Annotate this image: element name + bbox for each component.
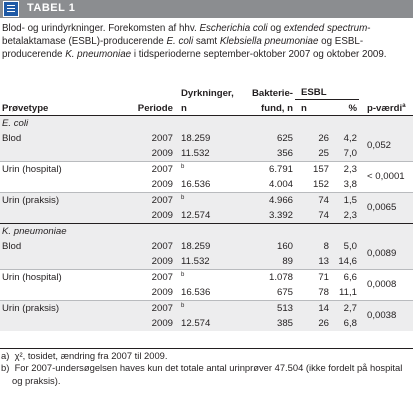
table-row (0, 177, 413, 193)
period-cell: 2009 (110, 146, 175, 162)
organism-row (0, 224, 413, 240)
pvalue-cell: 0,0089 (359, 239, 413, 270)
table-row (0, 316, 413, 331)
table-row (0, 301, 413, 317)
sample-type: Urin (praksis) (0, 301, 110, 317)
table-row (0, 270, 413, 286)
dyrkninger-cell (175, 270, 237, 286)
organism-row (0, 116, 413, 132)
bakteriefund-cell: 385 (237, 316, 295, 331)
dyrkninger-cell (175, 239, 237, 254)
empty-cell (0, 177, 110, 193)
footnotes (0, 350, 413, 387)
sample-type: Urin (hospital) (0, 162, 110, 178)
esbl-n-cell: 152 (295, 177, 331, 193)
empty-cell (0, 285, 110, 301)
bakteriefund-cell: 356 (237, 146, 295, 162)
col-pvalue (359, 100, 413, 116)
pvalue-cell: 0,0038 (359, 301, 413, 332)
table-row (0, 162, 413, 178)
dyrkninger-cell (175, 285, 237, 301)
period-cell: 2009 (110, 254, 175, 270)
pvalue-cell: 0,0065 (359, 193, 413, 224)
table-icon (3, 1, 19, 17)
esbl-n-cell: 74 (295, 208, 331, 224)
sample-type: Urin (hospital) (0, 270, 110, 286)
table-header-bar (0, 0, 413, 18)
empty-cell (0, 146, 110, 162)
footnote-ref: b (181, 271, 185, 278)
esbl-n-cell: 26 (295, 131, 331, 146)
esbl-pct-cell: 14,6 (331, 254, 359, 270)
pvalue-cell: 0,0008 (359, 270, 413, 301)
header-row-2 (0, 100, 413, 116)
footnote-b-cont: og praksis). (12, 374, 61, 386)
period-cell: 2009 (110, 177, 175, 193)
dyrkninger-cell (175, 193, 237, 209)
esbl-pct-cell: 6,6 (331, 270, 359, 286)
period-cell: 2007 (110, 162, 175, 178)
dyrkninger-value: 16.536 (181, 286, 211, 298)
dyrkninger-cell (175, 177, 237, 193)
pvalue-label: p-værdi (367, 103, 403, 115)
bakteriefund-cell: 675 (237, 285, 295, 301)
col-esbl-n: n (295, 100, 331, 116)
esbl-n-cell: 26 (295, 316, 331, 331)
esbl-n-cell: 71 (295, 270, 331, 286)
footnote-label: a) (1, 350, 10, 361)
dyrkninger-value: 11.532 (181, 147, 210, 159)
esbl-pct-cell: 4,2 (331, 131, 359, 146)
table-row (0, 208, 413, 224)
bakteriefund-cell: 1.078 (237, 270, 295, 286)
empty-cell (0, 208, 110, 224)
esbl-n-cell: 74 (295, 193, 331, 209)
table-row (0, 285, 413, 301)
table-title: TABEL 1 (27, 2, 76, 14)
sample-type: Blod (0, 131, 110, 146)
col-dyrkninger-n: n (175, 100, 237, 116)
esbl-n-cell: 25 (295, 146, 331, 162)
bakteriefund-cell: 513 (237, 301, 295, 317)
caption-text: -betalaktamase (ESBL)-producerende (2, 23, 371, 48)
period-cell: 2007 (110, 239, 175, 254)
bakteriefund-cell: 4.966 (237, 193, 295, 209)
period-cell: 2007 (110, 301, 175, 317)
esbl-pct-cell: 6,8 (331, 316, 359, 331)
esbl-n-cell: 157 (295, 162, 331, 178)
caption-text: og ESBL-producerende (2, 36, 364, 61)
footnote-ref: b (181, 194, 185, 201)
footnote-a (0, 350, 413, 362)
esbl-n-cell: 78 (295, 285, 331, 301)
esbl-pct-cell: 2,7 (331, 301, 359, 317)
pvalue-cell: 0,052 (359, 131, 413, 162)
caption-text: extended spectrum (283, 23, 368, 34)
footnote-text: For 2007-undersøgelsen haves kun det totale antal urinprøver 47.504 (ikke fordelt på hospital (14, 362, 403, 374)
period-cell: 2007 (110, 131, 175, 146)
col-bakterie: Bakterie- (251, 87, 293, 99)
col-dyrkninger: Dyrkninger, (181, 87, 234, 99)
footnote-label: b) (1, 362, 10, 374)
sample-type: Urin (praksis) (0, 193, 110, 209)
period-cell: 2009 (110, 285, 175, 301)
period-cell: 2007 (110, 270, 175, 286)
esbl-pct-cell: 7,0 (331, 146, 359, 162)
dyrkninger-cell (175, 131, 237, 146)
caption-text: samt (193, 36, 220, 48)
col-provetype: Prøvetype (0, 100, 110, 116)
header-row-1 (0, 84, 413, 100)
caption-text: i tidsperioderne september-oktober 2007 og oktober 2009. (131, 49, 387, 61)
organism-label: E. coli (0, 116, 413, 132)
bakteriefund-cell: 6.791 (237, 162, 295, 178)
dyrkninger-value: 18.259 (181, 240, 211, 252)
col-esbl-pct: % (331, 100, 359, 116)
pvalue-cell: < 0,0001 (359, 162, 413, 193)
table-row (0, 131, 413, 146)
dyrkninger-cell (175, 254, 237, 270)
esbl-pct-cell: 2,3 (331, 208, 359, 224)
table-caption (0, 18, 413, 61)
caption-text: og (267, 23, 284, 34)
table-row (0, 239, 413, 254)
esbl-n-cell: 13 (295, 254, 331, 270)
esbl-pct-cell: 3,8 (331, 177, 359, 193)
data-table (0, 84, 413, 331)
dyrkninger-cell (175, 146, 237, 162)
col-bakterie-fund: fund, n (237, 100, 295, 116)
bakteriefund-cell: 160 (237, 239, 295, 254)
dyrkninger-cell (175, 316, 237, 331)
esbl-n-cell: 14 (295, 301, 331, 317)
esbl-n-cell: 8 (295, 239, 331, 254)
dyrkninger-value: 18.259 (181, 132, 211, 144)
footnote-b (0, 362, 413, 374)
footnote-ref: b (181, 163, 185, 170)
caption-text: E. coli (166, 36, 194, 48)
table-row (0, 146, 413, 162)
bakteriefund-cell: 4.004 (237, 177, 295, 193)
footnote-text: χ², tosidet, ændring fra 2007 til 2009. (14, 350, 168, 361)
empty-cell (0, 316, 110, 331)
dyrkninger-value: 12.574 (181, 209, 211, 221)
organism-label: K. pneumoniae (0, 224, 413, 240)
footnote-rule (0, 348, 413, 349)
pvalue-sup: a (402, 103, 406, 110)
caption-text: Blod- og urindyrkninger. Forekomsten af hhv. (2, 23, 200, 34)
bakteriefund-cell: 625 (237, 131, 295, 146)
table-row (0, 254, 413, 270)
dyrkninger-cell (175, 162, 237, 178)
dyrkninger-value: 11.532 (181, 255, 210, 267)
col-esbl: ESBL (295, 84, 359, 100)
esbl-pct-cell: 5,0 (331, 239, 359, 254)
dyrkninger-value: 12.574 (181, 317, 211, 329)
caption-text: K. pneumoniae (65, 49, 132, 61)
esbl-pct-cell: 11,1 (331, 285, 359, 301)
col-periode: Periode (110, 100, 175, 116)
caption-text: Klebsiella pneumoniae (219, 36, 319, 48)
table-body (0, 116, 413, 332)
bakteriefund-cell: 3.392 (237, 208, 295, 224)
period-cell: 2009 (110, 316, 175, 331)
empty-cell (0, 254, 110, 270)
dyrkninger-cell (175, 301, 237, 317)
dyrkninger-value: 16.536 (181, 178, 211, 190)
period-cell: 2009 (110, 208, 175, 224)
sample-type: Blod (0, 239, 110, 254)
caption-text: Escherichia coli (199, 23, 268, 34)
table-row (0, 193, 413, 209)
esbl-pct-cell: 2,3 (331, 162, 359, 178)
period-cell: 2007 (110, 193, 175, 209)
footnote-ref: b (181, 302, 185, 309)
dyrkninger-cell (175, 208, 237, 224)
bakteriefund-cell: 89 (237, 254, 295, 270)
esbl-pct-cell: 1,5 (331, 193, 359, 209)
